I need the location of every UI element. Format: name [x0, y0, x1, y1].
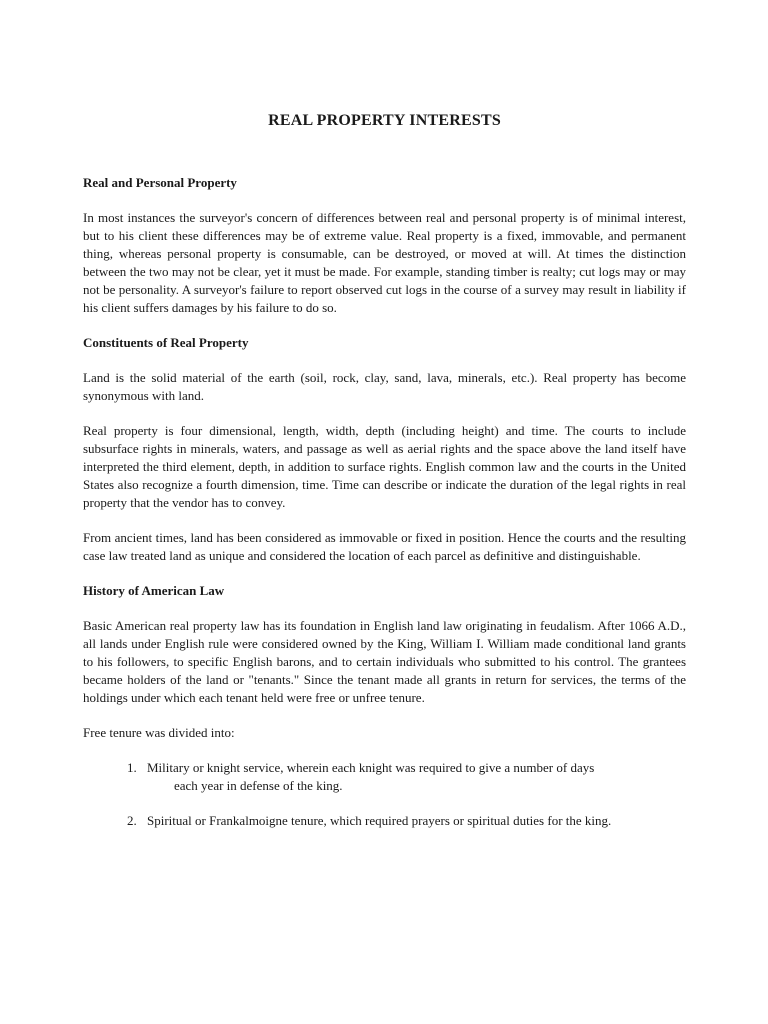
paragraph: Real property is four dimensional, length, width, depth (including height) and time. The courts to include subsurface rights in minerals, waters, and passage as well as aerial rights and the space above the land itself have interpreted the third element, depth, in addition to surface rights. English common law and the courts in the United States also recognize a fourth dimension, time. Time can describe or indicate the duration of the legal rights in real property that the vendor has to convey.: [83, 423, 686, 510]
document-title: REAL PROPERTY INTERESTS: [268, 112, 501, 129]
list-item-continuation: each year in defense of the king.: [174, 778, 343, 793]
paragraph: Free tenure was divided into:: [83, 725, 235, 740]
list-item-number: 2.: [127, 813, 137, 828]
paragraph: Land is the solid material of the earth (soil, rock, clay, sand, lava, minerals, etc.). Real property has become synonymous with land.: [83, 370, 686, 403]
document-page: [83, 110, 686, 847]
list-item: [83, 759, 686, 795]
paragraph: In most instances the surveyor's concern of differences between real and personal property is of minimal interest, but to his client these differences may be of extreme value. Real property is a fixed, immovable, and permanent thing, whereas personal property is consumable, can be destroyed, or moved at will. At times the distinction between the two may not be clear, yet it must be made. For example, standing timber is realty; cut logs may or may not be personality. A surveyor's failure to report observed cut logs in the course of a survey may result in liability if his client suffers damages by his failure to do so.: [83, 210, 686, 315]
section-constituents-of-real-property: [83, 334, 686, 565]
section-heading: History of American Law: [83, 583, 225, 598]
list-item-text: Military or knight service, wherein each knight was required to give a number of days: [147, 760, 595, 775]
section-heading: Constituents of Real Property: [83, 335, 249, 350]
tenure-list: [83, 759, 686, 830]
list-item-text: Spiritual or Frankalmoigne tenure, which required prayers or spiritual duties for the king.: [147, 813, 612, 828]
section-history-of-american-law: [83, 582, 686, 742]
paragraph: Basic American real property law has its foundation in English land law originating in feudalism. After 1066 A.D., all lands under English rule were considered owned by the King, William I. William made conditional land grants to his followers, to specific English barons, and to certain individuals who submitted to his control. The grantees became holders of the land or "tenants." Since the tenant made all grants in return for services, the terms of the holdings under which each tenant held were free or unfree tenure.: [83, 618, 686, 705]
paragraph: From ancient times, land has been considered as immovable or fixed in position. Hence the courts and the resulting case law treated land as unique and considered the location of each parcel as definitive and distinguishable.: [83, 530, 686, 563]
section-real-and-personal-property: [83, 174, 686, 317]
list-item-number: 1.: [127, 760, 137, 775]
list-item: [83, 812, 686, 830]
section-heading: Real and Personal Property: [83, 175, 237, 190]
